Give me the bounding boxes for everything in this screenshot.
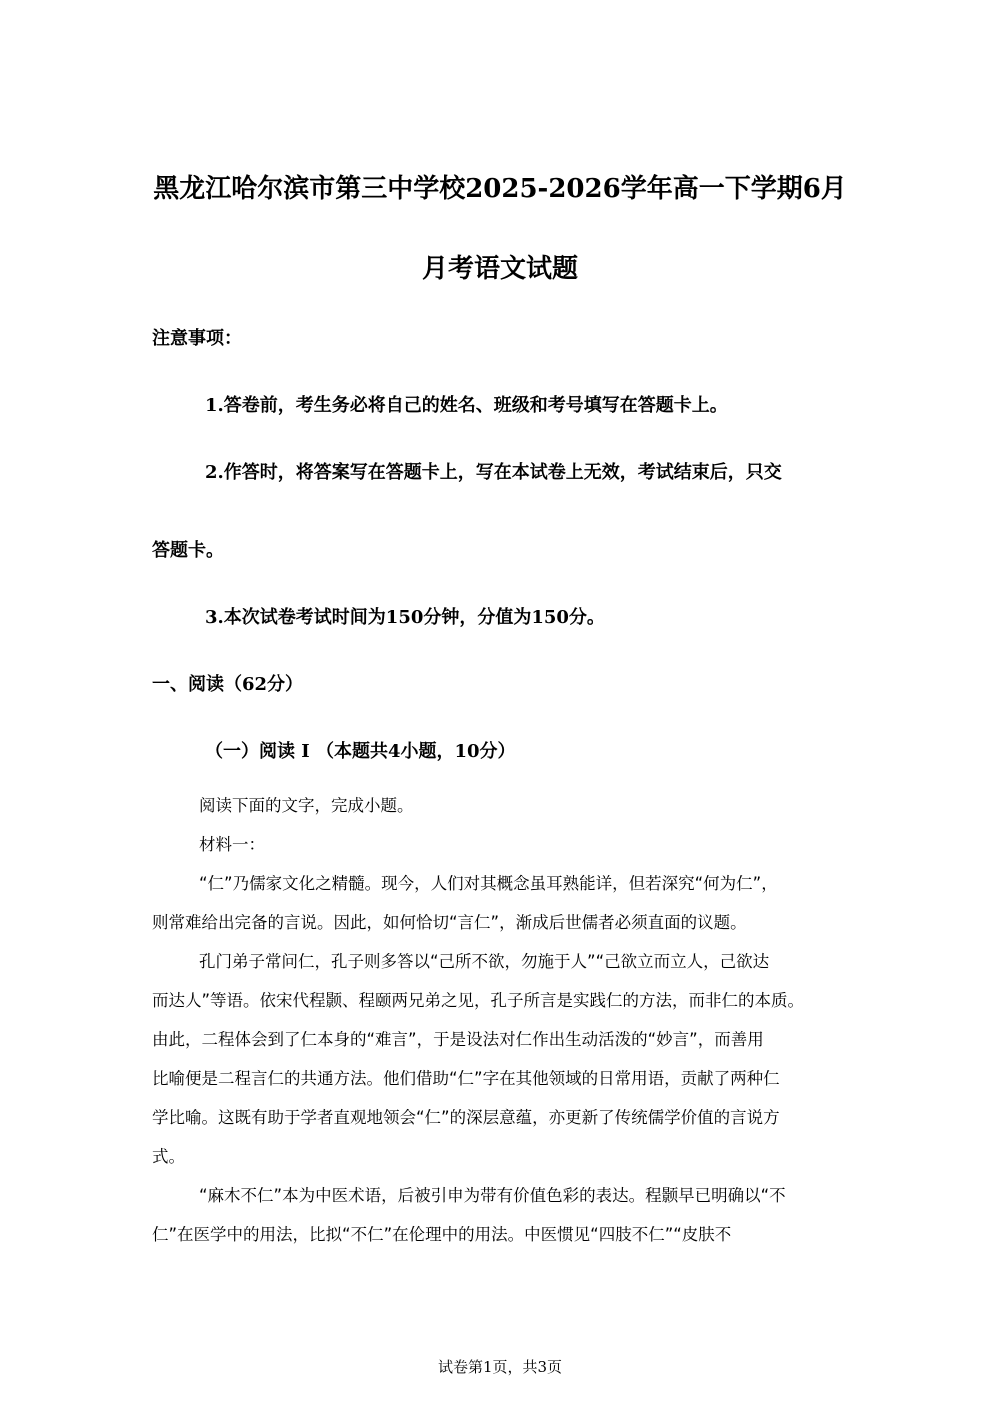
notice-item-3: 3.本次试卷考试时间为150分钟，分值为150分。 [205, 607, 605, 628]
passage-line: 则常难给出完备的言说。因此，如何恰切“言仁”，渐成后世儒者必须直面的议题。 [152, 913, 747, 932]
passage-line: 学比喻。这既有助于学者直观地领会“仁”的深层意蕴，亦更新了传统儒学价值的言说方 [152, 1108, 780, 1127]
passage-line: “仁”乃儒家文化之精髓。现今，人们对其概念虽耳熟能详，但若深究“何为仁”， [199, 874, 778, 893]
passage-line: “麻木不仁”本为中医术语，后被引申为带有价值色彩的表达。程颢早已明确以“不 [199, 1186, 786, 1205]
section-heading: 一、阅读（62分） [152, 674, 304, 695]
passage-line: 仁”在医学中的用法，比拟“不仁”在伦理中的用法。中医惯见“四肢不仁”“皮肤不 [152, 1225, 732, 1244]
exam-title-line2: 月考语文试题 [421, 254, 578, 284]
notice-heading: 注意事项： [152, 328, 242, 349]
section-subheading: （一）阅读 I （本题共4小题，10分） [205, 741, 516, 762]
passage-line: 由此，二程体会到了仁本身的“难言”，于是设法对仁作出生动活泼的“妙言”，而善用 [152, 1030, 764, 1049]
page-footer: 试卷第1页，共3页 [437, 1358, 563, 1376]
notice-item-2: 2.作答时，将答案写在答题卡上，写在本试卷上无效，考试结束后，只交 [205, 462, 782, 483]
passage-line: 孔门弟子常问仁，孔子则多答以“己所不欲，勿施于人”“己欲立而立人，己欲达 [199, 952, 770, 971]
exam-title-line1: 黑龙江哈尔滨市第三中学校2025-2026学年高一下学期6月 [153, 174, 847, 204]
passage-instruction: 阅读下面的文字，完成小题。 [199, 796, 414, 815]
notice-item-2-continued: 答题卡。 [152, 540, 224, 561]
passage-line: 式。 [152, 1147, 185, 1166]
material-label: 材料一： [199, 835, 265, 854]
notice-item-1: 1.答卷前，考生务必将自己的姓名、班级和考号填写在答题卡上。 [205, 395, 728, 416]
passage-line: 比喻便是二程言仁的共通方法。他们借助“仁”字在其他领域的日常用语，贡献了两种仁 [152, 1069, 780, 1088]
passage-line: 而达人”等语。依宋代程颢、程颐两兄弟之见，孔子所言是实践仁的方法，而非仁的本质。 [152, 991, 805, 1010]
